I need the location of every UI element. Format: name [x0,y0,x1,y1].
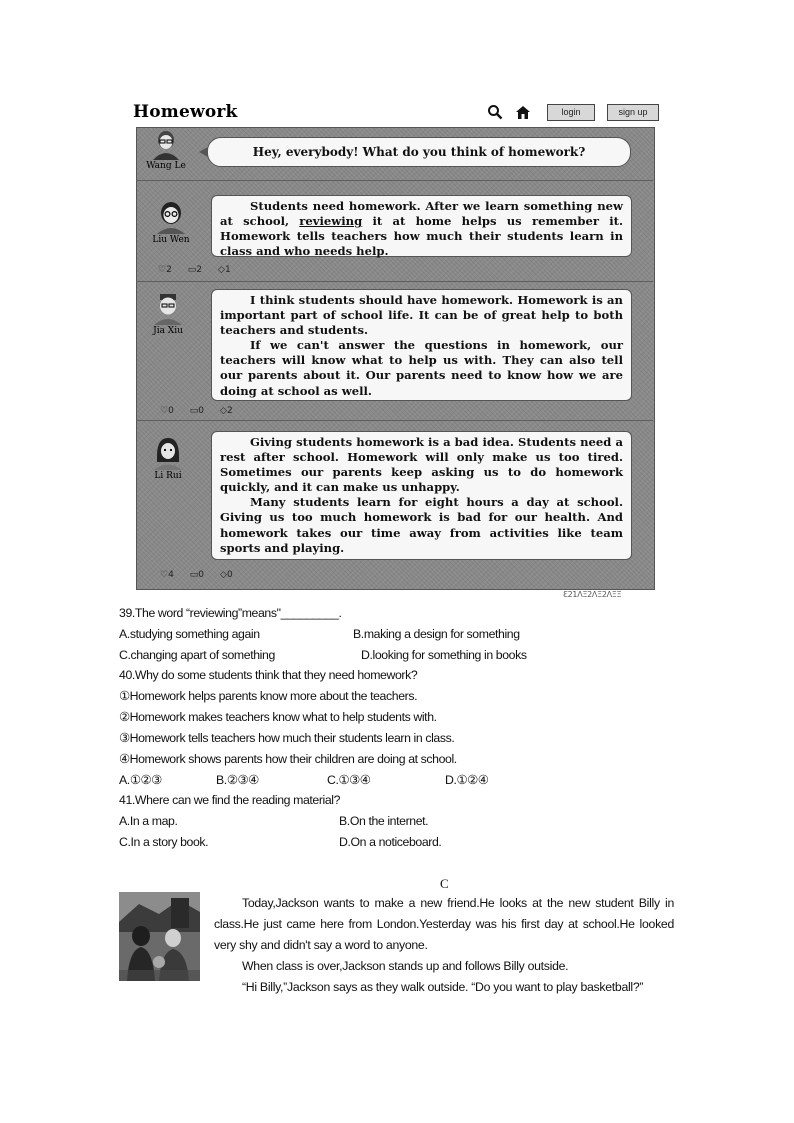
login-button[interactable]: login [547,104,595,121]
post-paragraph: Students need homework. After we learn something new at school, reviewing it at home helps us remember it. Homework tells teachers how much their students learn in class and who needs help. [220,199,623,259]
story-photo [119,892,200,981]
avatar-li-rui [148,436,188,481]
post-divider [136,180,653,181]
post-divider [136,281,653,282]
highlighted-word: reviewing [299,214,363,229]
comment-count[interactable]: ▭0 [189,406,205,416]
author-name: Li Rui [154,471,182,481]
passage-paragraph-3: “Hi Billy,”Jackson says as they walk outside. “Do you want to play basketball?” [242,980,644,994]
q41-option-b[interactable]: B.On the internet. [339,814,429,828]
q41-stem: 41.Where can we find the reading material? [119,793,341,807]
post-stats [160,570,249,580]
forum-title: Homework [133,102,238,122]
post-divider [136,420,653,421]
author-name: Wang Le [146,161,186,171]
like-count[interactable]: ♡2 [158,265,172,275]
q40-statement-4: ④Homework shows parents how their children are doing at school. [119,752,457,766]
q39-option-b[interactable]: B.making a design for something [353,627,520,641]
q40-statement-2: ②Homework makes teachers know what to help students with. [119,710,437,724]
like-count[interactable]: ♡4 [160,570,174,580]
post-stats [160,406,249,416]
post-bubble-li-rui [211,431,632,560]
search-icon[interactable] [487,104,503,120]
avatar-jia-xiu [148,291,188,336]
q39-option-a[interactable]: A.studying something again [119,627,260,641]
post-paragraph: Giving students homework is a bad idea. Students need a rest after school. Homework will only make us too tired. Sometimes our parents keep asking us to do homework quickly, and it can make us unhappy. [220,435,623,495]
avatar-wang-le [146,130,186,171]
q40-option-d[interactable]: D.①②④ [445,773,489,787]
post-paragraph: Many students learn for eight hours a day at school. Giving us too much homework is bad for our health. And homework takes our time away from activities like team sports and playing. [220,495,623,555]
avatar-image [151,436,185,470]
post-paragraph: I think students should have homework. Homework is an important part of school life. It can be of great help to both teachers and students. [220,293,623,338]
question-text: Hey, everybody! What do you think of homework? [252,145,586,159]
passage-paragraph-2: When class is over,Jackson stands up and follows Billy outside. [242,959,569,973]
avatar-liu-wen [151,200,191,245]
section-letter: C [440,876,449,891]
passage-paragraph-1: Today,Jackson wants to make a new friend.He looks at the new student Billy in class.He just came here from London.Yesterday was his first day at school.He looked very shy and didn't say a word to anyone. [214,896,674,952]
q39-option-c[interactable]: C.changing apart of something [119,648,275,662]
share-count[interactable]: ◇2 [220,406,233,416]
post-bubble-liu-wen [211,195,632,257]
q40-option-a[interactable]: A.①②③ [119,773,162,787]
share-count[interactable]: ◇0 [220,570,233,580]
q40-statement-1: ①Homework helps parents know more about the teachers. [119,689,418,703]
comment-count[interactable]: ▭0 [189,570,205,580]
avatar-image [149,130,183,160]
q40-stem: 40.Why do some students think that they need homework? [119,668,418,682]
share-count[interactable]: ◇1 [218,265,231,275]
post-paragraph: If we can't answer the questions in homework, our teachers will know what to help us with. They can also tell our parents about it. Our parents need to know how we are doing at school as well. [220,338,623,398]
question-bubble [207,137,631,167]
post-bubble-jia-xiu [211,289,632,401]
author-name: Jia Xiu [153,326,183,336]
q41-option-a[interactable]: A.In a map. [119,814,178,828]
home-icon[interactable] [515,104,531,120]
signup-button[interactable]: sign up [607,104,659,121]
author-name: Liu Wen [152,235,190,245]
comment-count[interactable]: ▭2 [187,265,203,275]
q39-option-d[interactable]: D.looking for something in books [361,648,527,662]
q39-stem: 39.The word “reviewing”means"_________. [119,606,342,620]
like-count[interactable]: ♡0 [160,406,174,416]
avatar-image [154,200,188,234]
q40-option-c[interactable]: C.①③④ [327,773,371,787]
forum-header [131,100,661,126]
q40-statement-3: ③Homework tells teachers how much their students learn in class. [119,731,455,745]
avatar-image [151,291,185,325]
q41-option-c[interactable]: C.In a story book. [119,835,209,849]
q41-option-d[interactable]: D.On a noticeboard. [339,835,442,849]
post-stats [158,265,247,275]
q40-option-b[interactable]: B.②③④ [216,773,259,787]
watermark: Ɛ21ɅΞ2ɅΞ2ɅΞΞ [563,590,622,599]
